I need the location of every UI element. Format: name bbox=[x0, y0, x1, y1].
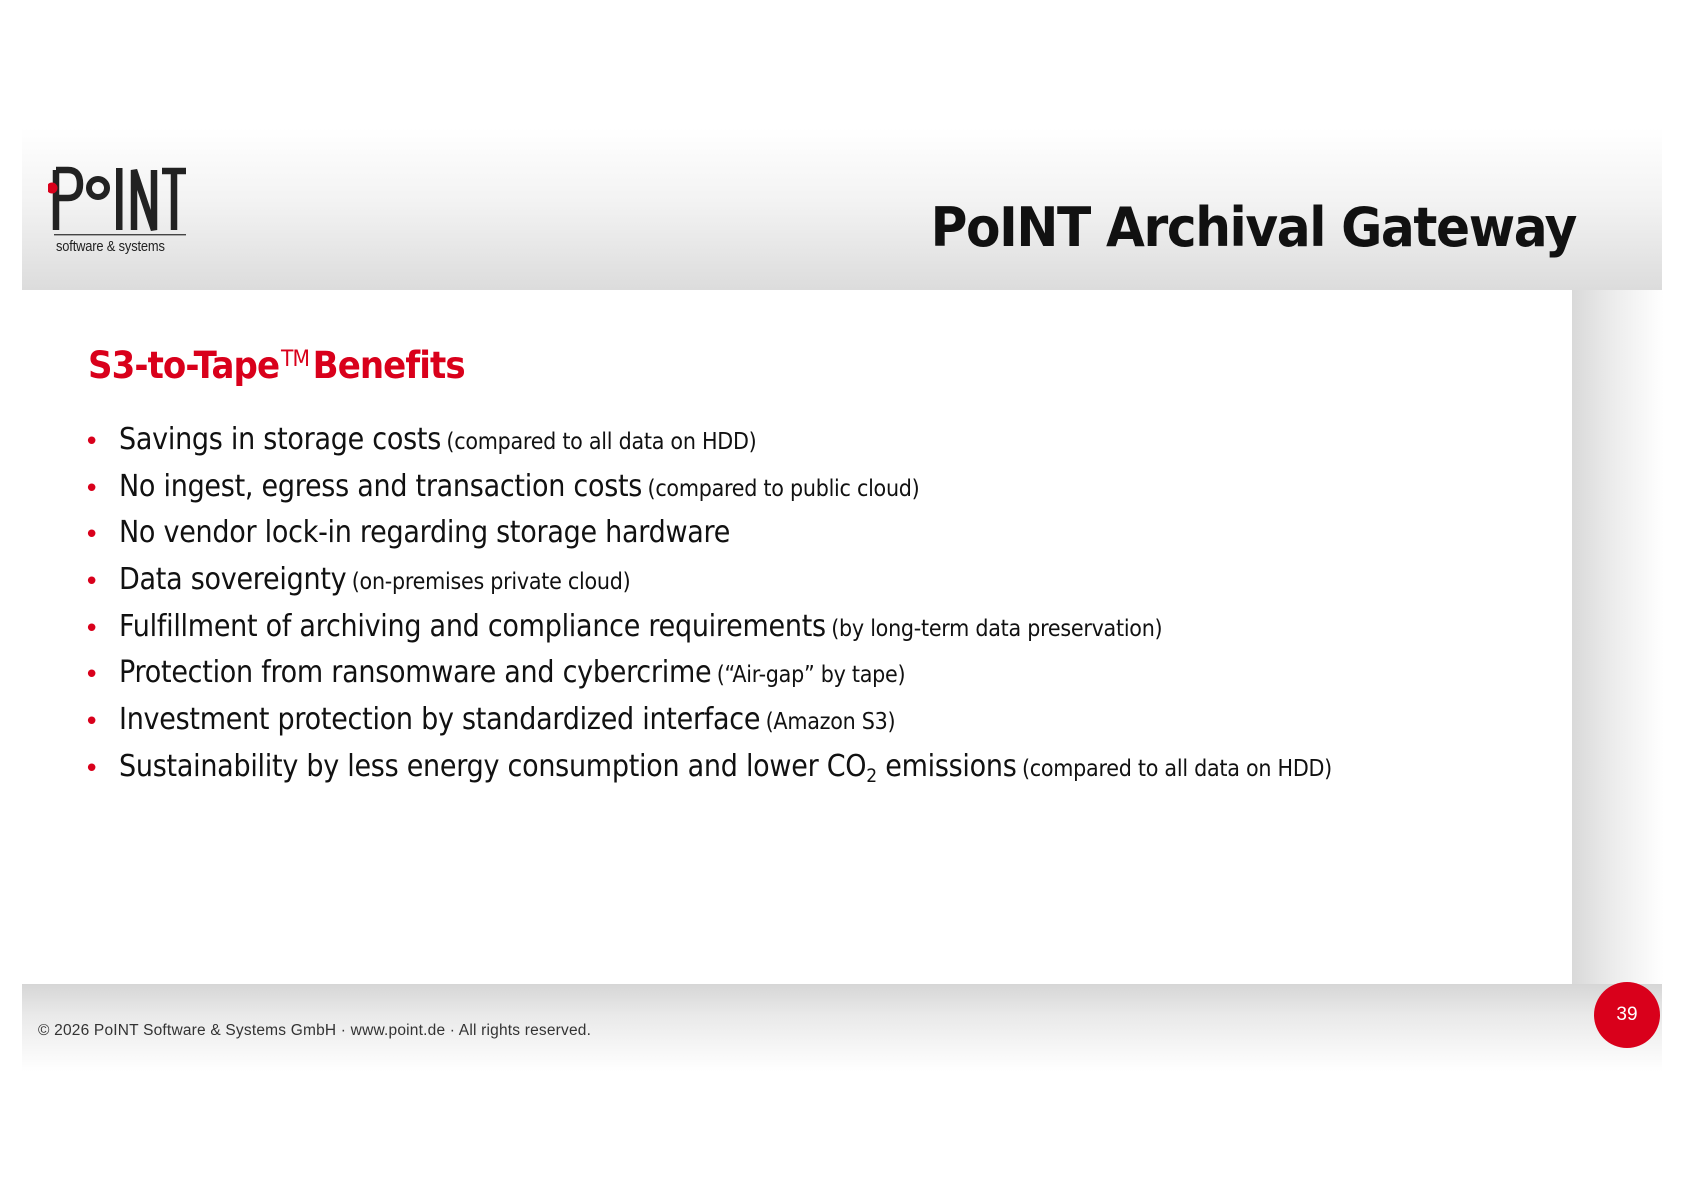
benefit-text bbox=[119, 513, 730, 553]
benefit-main: Fulfillment of archiving and compliance requirements bbox=[119, 608, 826, 644]
section-heading-main: S3-to-Tape bbox=[88, 344, 280, 387]
benefit-text bbox=[119, 747, 1332, 789]
bullet-icon: • bbox=[84, 427, 100, 457]
list-item bbox=[80, 653, 1500, 700]
section-heading-suffix: Benefits bbox=[312, 344, 465, 387]
benefit-text bbox=[119, 420, 756, 462]
benefit-main: Investment protection by standardized interface bbox=[119, 702, 761, 738]
benefits-list bbox=[80, 420, 1500, 794]
page-title: PoINT Archival Gateway bbox=[930, 196, 1576, 259]
side-shadow bbox=[1572, 290, 1664, 984]
list-item bbox=[80, 607, 1500, 654]
benefit-main: No ingest, egress and transaction costs bbox=[119, 468, 643, 504]
page-number-badge: 39 bbox=[1594, 982, 1660, 1048]
co2-subscript: 2 bbox=[866, 764, 877, 787]
benefit-note: (compared to public cloud) bbox=[647, 475, 920, 502]
benefit-main: Savings in storage costs bbox=[119, 422, 442, 457]
benefit-text bbox=[119, 467, 919, 509]
copyright-notice: © 2026 PoINT Software & Systems GmbH · www.point.de · All rights reserved. bbox=[38, 1022, 592, 1039]
bullet-icon: • bbox=[84, 753, 100, 784]
benefit-note: (compared to all data on HDD) bbox=[446, 429, 757, 455]
benefit-main: No vendor lock-in regarding storage hardware bbox=[119, 515, 731, 551]
benefit-note: (“Air-gap” by tape) bbox=[716, 662, 906, 689]
benefit-main-pre: Sustainability by less energy consumption and lower CO bbox=[119, 748, 867, 784]
benefit-text bbox=[119, 653, 905, 695]
benefit-text bbox=[119, 700, 895, 742]
list-item bbox=[80, 420, 1500, 467]
benefit-main-post: emissions bbox=[876, 748, 1017, 784]
list-item bbox=[80, 467, 1500, 514]
bullet-icon: • bbox=[84, 613, 100, 644]
point-logo-icon bbox=[48, 164, 188, 236]
list-item bbox=[80, 560, 1500, 607]
benefit-note: (Amazon S3) bbox=[765, 709, 896, 736]
bullet-icon: • bbox=[84, 567, 100, 598]
benefit-main bbox=[119, 748, 1017, 787]
benefit-text bbox=[119, 560, 630, 602]
benefit-note: (by long-term data preservation) bbox=[831, 615, 1163, 642]
bullet-icon: • bbox=[84, 660, 100, 691]
list-item bbox=[80, 513, 1500, 560]
benefit-note: (compared to all data on HDD) bbox=[1021, 755, 1332, 782]
company-logo bbox=[48, 164, 188, 260]
benefit-text bbox=[119, 607, 1162, 649]
section-heading bbox=[88, 344, 465, 387]
bullet-icon: • bbox=[84, 520, 100, 551]
bullet-icon: • bbox=[84, 473, 100, 504]
benefit-main: Protection from ransomware and cybercrime bbox=[119, 655, 712, 691]
logo-subtitle: software & systems bbox=[56, 238, 165, 255]
list-item bbox=[80, 700, 1500, 747]
benefit-note: (on-premises private cloud) bbox=[351, 569, 631, 596]
list-item bbox=[80, 747, 1500, 794]
benefit-main: Data sovereignty bbox=[119, 562, 347, 598]
bullet-icon: • bbox=[84, 707, 100, 738]
trademark-mark: TM bbox=[281, 347, 310, 372]
